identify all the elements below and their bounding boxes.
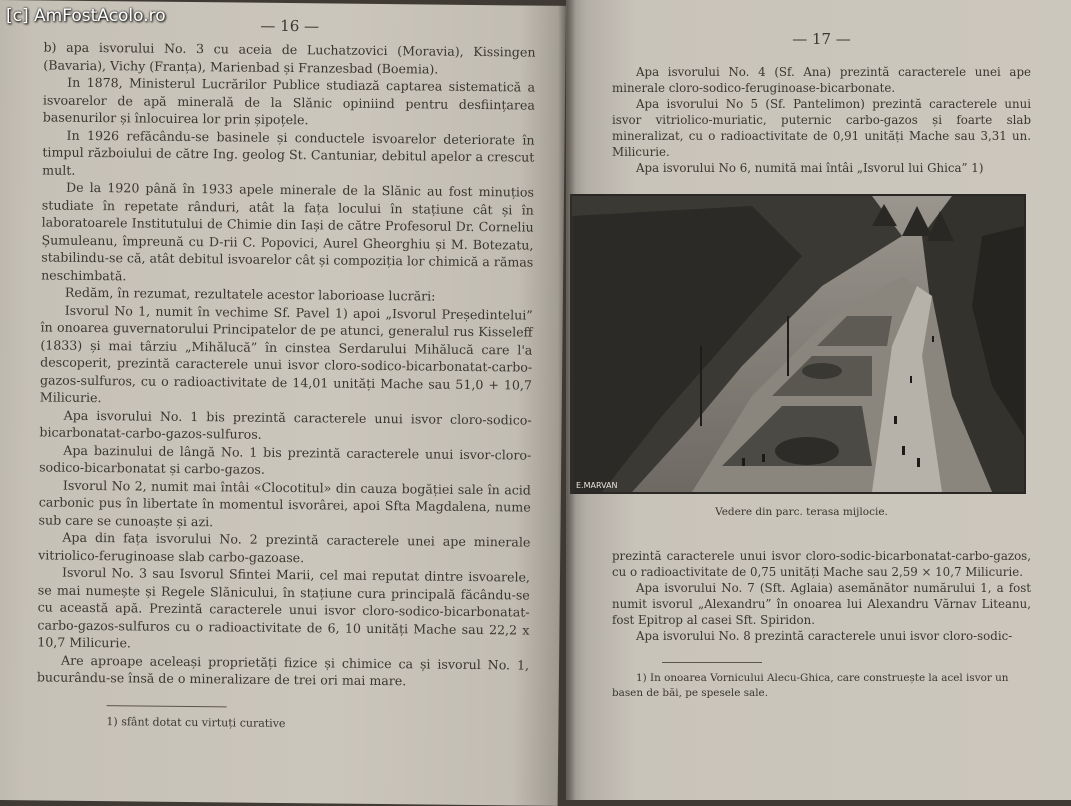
paragraph: Are aproape aceleași proprietăți fizice și chimice ca și isvorul No. 1, bucurându-se însă de o mineralizare de trei ori mai mare. bbox=[36, 652, 530, 689]
paragraph: Apa isvorului No. 1 bis prezintă caracterele unui isvor cloro-sodico-bicarbonatat-carbo-gazos-sulfuros. bbox=[39, 407, 532, 442]
footnote: 1) sfânt dotat cu virtuți curative bbox=[106, 714, 286, 730]
right-page-number: — 17 — bbox=[792, 30, 851, 48]
paragraph: De la 1920 până în 1933 apele minerale de la Slănic au fost minuțios studiate în repetate rânduri, atât la fața locului în stațiune cât și în laboratoarele Institutului de Chimie din Iași de către Profesorul Dr. Corneliu Șumuleanu, împreună cu D-rii C. Popovici, Aurel Gheorghiu și M. Botezatu, stabilindu-se că, atât debitul isvoarelor cât și compoziția lor chimică a rămas neschimbată. bbox=[41, 179, 535, 283]
paragraph: prezintă caracterele unui isvor cloro-sodic-bicarbonatat-carbo-gazos, cu o radioactivitate de 0,75 unități Mache sau 2,59 × 10,7 Milicurie. bbox=[612, 549, 1031, 579]
paragraph: In 1926 refăcându-se basinele și conductele isvoarelor deteriorate în timpul războiului de către Ing. geolog St. Cantuniar, debitul apelor a crescut mult. bbox=[42, 127, 535, 178]
park-photo bbox=[570, 194, 1026, 494]
paragraph: Apa isvorului No. 7 (Sft. Aglaia) asemănător numărului 1, a fost numit isvorul „Alexandru” în onoarea lui Alexandru Vărnav Liteanu, fost Epitrop al casei Sft. Spiridon. bbox=[612, 581, 1031, 627]
paragraph: Isvorul No 1, numit în vechime Sf. Pavel 1) apoi „Isvorul Președintelui” în onoarea guvernatorului Principatelor de pe atunci, generalul rus Kisseleff (1833) și mai târziu „Mihălucă” în cinstea Serdarului Mihălucă care l'a descoperit, prezintă caracterele unui isvor cloro-sodico-bicarbonatat-carbo-gazos-sulfuros, cu o radioactivitate de 14,01 unități Mache sau 51,0 + 10,7 Milicurie. bbox=[39, 302, 533, 406]
footnote: 1) In onoarea Vornicului Alecu-Ghica, care construește la acel isvor un basen de băi, pe spesele sale. bbox=[612, 672, 1009, 699]
paragraph: Redăm, în rezumat, rezultatele acestor laborioase lucrări: bbox=[64, 284, 436, 304]
right-page-body-bottom bbox=[612, 548, 1031, 644]
paragraph: Apa bazinului de lângă No. 1 bis prezintă caracterele unui isvor-cloro-sodico-bicarbonatat și carbo-gazos. bbox=[39, 442, 532, 477]
book-spine bbox=[558, 0, 576, 800]
paragraph: Isvorul No. 3 sau Isvorul Sfintei Marii, cel mai reputat dintre isvoarele, se mai numește și Regele Slănicului, în stațiune cura principală făcându-se cu această apă. Prezintă caracterele unui isvor cloro-sodico-bicarbonatat-carbo-gazos-sulfuros cu o radioactivitate de 6, 10 unități Mache sau 22,2 x 10,7 Milicurie. bbox=[37, 564, 531, 651]
right-page-body-top bbox=[612, 64, 1031, 176]
paragraph: Apa isvorului No 5 (Sf. Pantelimon) prezintă caracterele unui isvor vitriolico-muriatic, puternic carbo-gazos și foarte slab mineralizat, cu o radioactivitate de 0,91 unități Mache sau 3,31 un. Milicurie. bbox=[612, 97, 1031, 159]
footnote-divider bbox=[107, 705, 227, 707]
paragraph: Isvorul No 2, numit mai întâi «Clocotitul» din cauza bogăției sale în acid carbonic pus în libertate în momentul isvorârei, apoi Sfta Magdalena, nume sub care se cunoaște și azi. bbox=[38, 477, 531, 529]
paragraph: Apa isvorului No. 4 (Sf. Ana) prezintă caracterele unei ape minerale cloro-sodico-feruginoase-bicarbonate. bbox=[612, 65, 1031, 95]
photo-caption: Vedere din parc. terasa mijlocie. bbox=[715, 506, 888, 518]
left-page-number: — 16 — bbox=[260, 16, 320, 36]
paragraph: In 1878, Ministerul Lucrărilor Publice studiază captarea sistematică a isvoarelor de apă minerală de la Slănic opiniind pentru desființarea basenurilor și înlocuirea lor prin șipoțele. bbox=[42, 74, 536, 128]
left-page-body bbox=[37, 38, 536, 691]
paragraph: Apa din fața isvorului No. 2 prezintă caracterele unei ape minerale vitriolico-feruginoase slab carbo-gazoase. bbox=[38, 529, 531, 565]
photo-credit: E.MARVAN bbox=[576, 481, 618, 490]
watermark: [c] AmFostAcolo.ro bbox=[6, 6, 166, 26]
paragraph: Apa isvorului No. 8 prezintă caracterele unui isvor cloro-sodic- bbox=[636, 629, 1013, 643]
footnote-divider bbox=[662, 662, 762, 663]
right-page bbox=[566, 0, 1071, 800]
paragraph: Apa isvorului No 6, numită mai întâi „Isvorul lui Ghica” 1) bbox=[636, 161, 984, 175]
paragraph: b) apa isvorului No. 3 cu aceia de Luchatzovici (Moravia), Kissingen (Bavaria), Vichy (Franța), Marienbad și Franzesbad (Boemia). bbox=[43, 39, 536, 77]
